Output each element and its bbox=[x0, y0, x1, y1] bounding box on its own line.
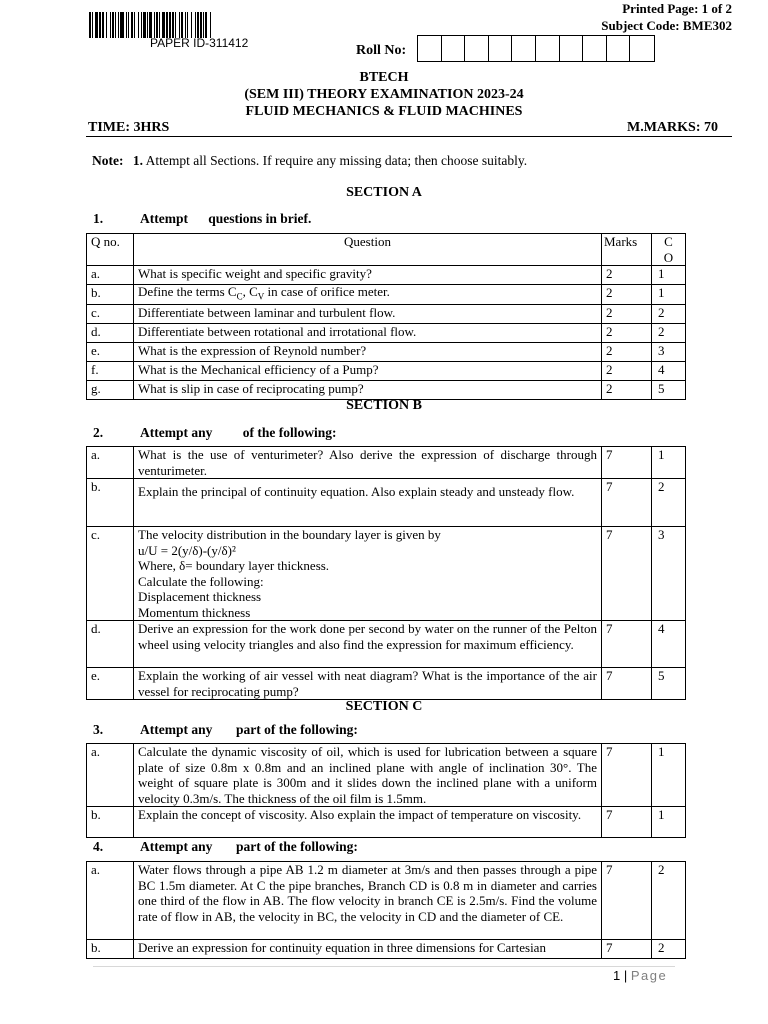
table-row bbox=[87, 862, 686, 940]
co-header: C O bbox=[652, 234, 686, 266]
section-a-table bbox=[86, 233, 686, 400]
sa-co: 2 bbox=[652, 304, 686, 323]
sb-marks: 7 bbox=[602, 447, 652, 479]
sa-label: b. bbox=[87, 285, 134, 305]
q4-co: 2 bbox=[652, 862, 686, 940]
sb-label: b. bbox=[87, 479, 134, 527]
q3-number: 3. bbox=[93, 722, 104, 737]
roll-no-label: Roll No: bbox=[356, 43, 407, 58]
sa-co: 5 bbox=[652, 380, 686, 399]
q3-label: a. bbox=[87, 744, 134, 807]
sa-marks: 2 bbox=[602, 342, 652, 361]
sb-co: 1 bbox=[652, 447, 686, 479]
q4-label: b. bbox=[87, 940, 134, 959]
q4-marks: 7 bbox=[602, 862, 652, 940]
q3-heading bbox=[93, 722, 493, 740]
table-row bbox=[87, 940, 686, 959]
sa-label: f. bbox=[87, 361, 134, 380]
roll-no-box[interactable] bbox=[583, 36, 607, 61]
cc-term: $C_C$ bbox=[227, 284, 243, 302]
q1-instruction: Attempt questions in brief. bbox=[140, 211, 312, 226]
sb-question bbox=[134, 621, 602, 668]
table-row bbox=[87, 342, 686, 361]
table-row bbox=[87, 380, 686, 399]
sa-co: 1 bbox=[652, 266, 686, 285]
q2-heading bbox=[93, 425, 493, 443]
sb-co: 3 bbox=[652, 527, 686, 621]
paper-id: PAPER ID-311412 bbox=[150, 36, 249, 50]
question-line: Derive an expression for the work done per second by water on the runner of the Pelton wheel using velocity triangles and also find the expression for maximum efficiency. bbox=[138, 621, 597, 652]
sa-marks: 2 bbox=[602, 266, 652, 285]
table-row bbox=[87, 527, 686, 621]
table-row bbox=[87, 285, 686, 305]
max-marks-label: M.MARKS: 70 bbox=[627, 120, 718, 135]
sb-marks: 7 bbox=[602, 621, 652, 668]
table-header-row bbox=[87, 234, 686, 266]
section-b-title: SECTION B bbox=[346, 398, 422, 413]
q4-co: 2 bbox=[652, 940, 686, 959]
section-c-title: SECTION C bbox=[345, 699, 423, 714]
table-row bbox=[87, 744, 686, 807]
q4-marks: 7 bbox=[602, 940, 652, 959]
page-separator: | bbox=[623, 968, 628, 983]
footer-divider bbox=[93, 966, 675, 967]
q4-number: 4. bbox=[93, 839, 104, 854]
q3-label: b. bbox=[87, 807, 134, 838]
q4-table bbox=[86, 861, 686, 959]
q4-question: Derive an expression for continuity equation in three dimensions for Cartesian bbox=[134, 940, 602, 959]
roll-no-box[interactable] bbox=[465, 36, 489, 61]
qno-header: Q no. bbox=[87, 234, 134, 266]
sa-co: 1 bbox=[652, 285, 686, 305]
sb-label: d. bbox=[87, 621, 134, 668]
q3-question: Explain the concept of viscosity. Also explain the impact of temperature on viscosity. bbox=[134, 807, 602, 838]
question-line: The velocity distribution in the boundary layer is given by bbox=[138, 527, 441, 542]
sb-marks: 7 bbox=[602, 527, 652, 621]
q1-number: 1. bbox=[93, 211, 104, 226]
table-row bbox=[87, 668, 686, 700]
q1-heading bbox=[93, 211, 493, 229]
q3-co: 1 bbox=[652, 744, 686, 807]
roll-no-box[interactable] bbox=[536, 36, 560, 61]
sa-question: What is the Mechanical efficiency of a Pump? bbox=[134, 361, 602, 380]
q4-instruction: Attempt any part of the following: bbox=[140, 839, 358, 854]
q3-instruction: Attempt any part of the following: bbox=[140, 722, 358, 737]
q3-question: Calculate the dynamic viscosity of oil, which is used for lubrication between a square plate of size 0.8m x 0.8m and an inclined plane with angle of inclination 30°. The weight of square plate is 300m and it slides down the inclined plane with a uniform velocity 0.3m/s. The thickness of the oil film is 1.5mm. bbox=[134, 744, 602, 807]
sb-marks: 7 bbox=[602, 668, 652, 700]
table-row bbox=[87, 266, 686, 285]
sa-marks: 2 bbox=[602, 304, 652, 323]
q3-co: 1 bbox=[652, 807, 686, 838]
time-label: TIME: 3HRS bbox=[88, 120, 170, 135]
sa-question: Differentiate between rotational and irrotational flow. bbox=[134, 323, 602, 342]
question-line: Where, δ= boundary layer thickness. bbox=[138, 558, 330, 573]
sa-question: Differentiate between laminar and turbulent flow. bbox=[134, 304, 602, 323]
question-line: Explain the principal of continuity equation. Also explain steady and unsteady flow. bbox=[138, 484, 575, 499]
sa-marks: 2 bbox=[602, 380, 652, 399]
sa-marks: 2 bbox=[602, 361, 652, 380]
q3-marks: 7 bbox=[602, 807, 652, 838]
table-row bbox=[87, 621, 686, 668]
q4-question: Water flows through a pipe AB 1.2 m diameter at 3m/s and then passes through a pipe BC 1.5m diameter. At C the pipe branches, Branch CD is 0.8 m in diameter and carries one third of the flow in AB. The flow velocity in branch CE is 2.5m/s. Find the volume rate of flow in AB, the velocity in BC, the velocity in CD and the diameter of CE. bbox=[134, 862, 602, 940]
sb-label: e. bbox=[87, 668, 134, 700]
cv-term: $C_V$ bbox=[249, 284, 265, 302]
note-number: 1. bbox=[132, 153, 143, 168]
table-row bbox=[87, 479, 686, 527]
marks-header: Marks bbox=[602, 234, 652, 266]
table-row bbox=[87, 304, 686, 323]
page-word: Page bbox=[630, 968, 668, 983]
section-b-table bbox=[86, 446, 686, 700]
program-title: BTECH bbox=[359, 70, 409, 85]
sa-label: g. bbox=[87, 380, 134, 399]
sb-co: 2 bbox=[652, 479, 686, 527]
roll-no-box[interactable] bbox=[418, 36, 442, 61]
roll-no-box[interactable] bbox=[442, 36, 466, 61]
q4-heading bbox=[93, 839, 493, 857]
note-text: Attempt all Sections. If require any missing data; then choose suitably. bbox=[145, 153, 528, 168]
sb-question bbox=[134, 668, 602, 700]
roll-no-box[interactable] bbox=[560, 36, 584, 61]
question-line: Displacement thickness bbox=[138, 589, 262, 604]
sb-co: 5 bbox=[652, 668, 686, 700]
page-number: 1 bbox=[613, 968, 621, 983]
subject-code: Subject Code: BME302 bbox=[601, 18, 732, 33]
table-row bbox=[87, 323, 686, 342]
sa-label: a. bbox=[87, 266, 134, 285]
table-row bbox=[87, 361, 686, 380]
sb-question bbox=[134, 447, 602, 479]
q2-instruction: Attempt any of the following: bbox=[140, 425, 337, 440]
sa-co: 3 bbox=[652, 342, 686, 361]
printed-page: Printed Page: 1 of 2 bbox=[622, 1, 732, 16]
sa-co: 2 bbox=[652, 323, 686, 342]
note bbox=[92, 153, 527, 169]
q3-marks: 7 bbox=[602, 744, 652, 807]
table-row bbox=[87, 807, 686, 838]
sb-label: c. bbox=[87, 527, 134, 621]
roll-no-box[interactable] bbox=[512, 36, 536, 61]
sa-marks: 2 bbox=[602, 285, 652, 305]
sa-label: e. bbox=[87, 342, 134, 361]
exam-title: (SEM III) THEORY EXAMINATION 2023-24 bbox=[244, 87, 524, 102]
question-line: What is the use of venturimeter? Also derive the expression of discharge through venturimeter. bbox=[138, 447, 597, 478]
header-divider bbox=[86, 136, 732, 137]
section-a-title: SECTION A bbox=[346, 185, 422, 200]
sa-label: d. bbox=[87, 323, 134, 342]
q2-number: 2. bbox=[93, 425, 104, 440]
q3-table bbox=[86, 743, 686, 838]
sb-marks: 7 bbox=[602, 479, 652, 527]
page-footer bbox=[613, 968, 667, 983]
roll-no-boxes bbox=[417, 35, 655, 62]
subject-title: FLUID MECHANICS & FLUID MACHINES bbox=[245, 104, 523, 119]
q4-label: a. bbox=[87, 862, 134, 940]
roll-no-box[interactable] bbox=[607, 36, 631, 61]
roll-no-box[interactable] bbox=[489, 36, 513, 61]
question-line: Momentum thickness bbox=[138, 604, 251, 620]
sa-marks: 2 bbox=[602, 323, 652, 342]
sb-question bbox=[134, 527, 602, 621]
question-header: Question bbox=[134, 234, 602, 266]
note-label: Note: bbox=[92, 153, 124, 168]
question-line: u/U = 2(y/δ)-(y/δ)² bbox=[138, 542, 236, 558]
sa-label: c. bbox=[87, 304, 134, 323]
table-row bbox=[87, 447, 686, 479]
printed-info bbox=[601, 0, 732, 34]
roll-no-box[interactable] bbox=[630, 36, 654, 61]
barcode bbox=[89, 12, 317, 38]
sa-question: What is specific weight and specific gravity? bbox=[134, 266, 602, 285]
sb-co: 4 bbox=[652, 621, 686, 668]
sb-label: a. bbox=[87, 447, 134, 479]
barcode-bar bbox=[211, 12, 212, 38]
sa-question: What is slip in case of reciprocating pump? bbox=[134, 380, 602, 399]
sb-question bbox=[134, 479, 602, 527]
sa-question: Define the terms $C_C$, $C_V$ in case of orifice meter. bbox=[134, 285, 602, 305]
sa-co: 4 bbox=[652, 361, 686, 380]
sa-question: What is the expression of Reynold number? bbox=[134, 342, 602, 361]
question-line: Calculate the following: bbox=[138, 573, 264, 589]
question-line: Explain the working of air vessel with neat diagram? What is the importance of the air vessel for reciprocating pump? bbox=[138, 668, 597, 699]
